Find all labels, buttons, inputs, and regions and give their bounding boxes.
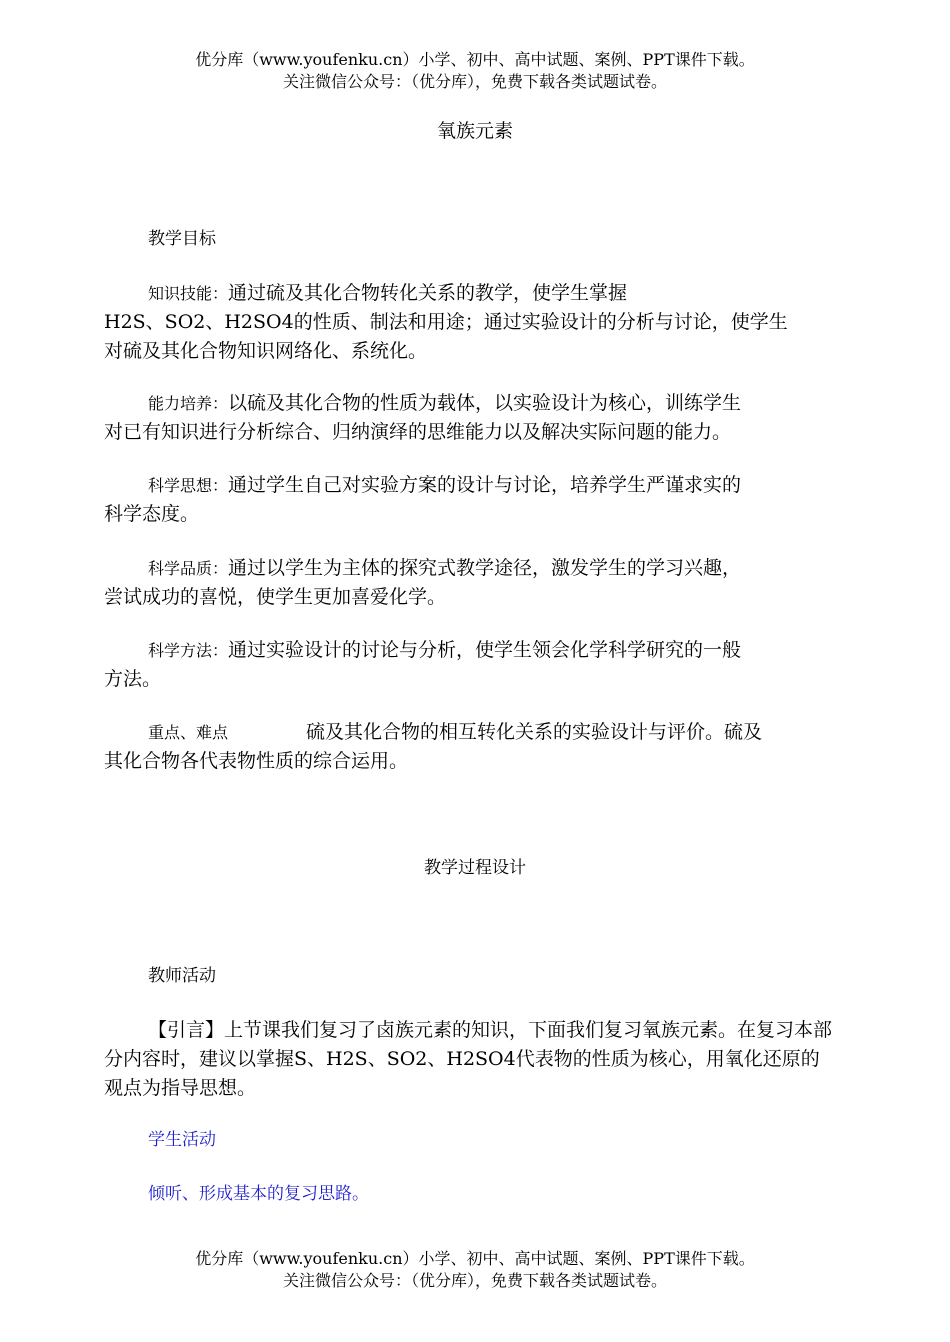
- objective-method-line-1: [104, 636, 846, 665]
- objective-ability: [104, 389, 846, 447]
- objective-keypoints-text-1: 硫及其化合物的相互转化关系的实验设计与评价。硫及: [306, 721, 763, 743]
- document-title: 氧族元素: [436, 120, 513, 142]
- footer-line-1: 优分库（www.youfenku.cn）小学、初中、高中试题、案例、PPT课件下载。: [195, 1249, 755, 1268]
- objective-thought-text-1: 通过学生自己对实验方案的设计与讨论，培养学生严谨求实的: [228, 474, 742, 496]
- objective-knowledge-text-1: 通过硫及其化合物转化关系的教学，使学生掌握: [228, 282, 628, 304]
- objective-keypoints: [104, 718, 846, 776]
- objective-knowledge: [104, 279, 846, 366]
- objective-knowledge-label: 知识技能：: [148, 284, 229, 303]
- student-activity-text: 倾听、形成基本的复习思路。: [148, 1184, 369, 1204]
- objective-keypoints-label: 重点、难点: [148, 723, 229, 742]
- objective-thought: [104, 471, 846, 529]
- intro-line-1: [104, 1016, 846, 1045]
- objective-thought-line-1: [104, 471, 846, 500]
- intro-line-3: 观点为指导思想。: [104, 1077, 257, 1099]
- objective-keypoints-line-1: [104, 718, 846, 747]
- objective-thought-line-2: 科学态度。: [104, 503, 200, 525]
- teacher-activity-heading: 教师活动: [148, 966, 216, 986]
- objective-quality-line-1: [104, 554, 846, 583]
- objective-method-line-2: 方法。: [104, 668, 162, 690]
- intro-text-1: 上节课我们复习了卤族元素的知识，下面我们复习氧族元素。在复习本部: [224, 1019, 833, 1041]
- objective-knowledge-line-1: [104, 279, 846, 308]
- objective-quality-text-1: 通过以学生为主体的探究式教学途径，激发学生的学习兴趣，: [228, 557, 742, 579]
- objectives-heading: 教学目标: [148, 229, 216, 249]
- objective-keypoints-line-2: 其化合物各代表物性质的综合运用。: [104, 750, 409, 772]
- process-heading: 教学过程设计: [424, 858, 526, 878]
- objective-quality-label: 科学品质：: [148, 559, 229, 578]
- footer-line-2: 关注微信公众号：（优分库），免费下载各类试题试卷。: [282, 1271, 667, 1290]
- header-line-2: 关注微信公众号：（优分库），免费下载各类试题试卷。: [282, 72, 667, 91]
- objective-knowledge-line-2: H2S、SO2、H2SO4的性质、制法和用途；通过实验设计的分析与讨论，使学生: [104, 311, 788, 333]
- objective-knowledge-line-3: 对硫及其化合物知识网络化、系统化。: [104, 340, 428, 362]
- objective-method-text-1: 通过实验设计的讨论与分析，使学生领会化学科学研究的一般: [228, 639, 742, 661]
- objective-quality: [104, 554, 846, 612]
- objective-thought-label: 科学思想：: [148, 476, 229, 495]
- student-activity-heading: 学生活动: [148, 1130, 216, 1150]
- intro-label: 【引言】: [148, 1019, 225, 1041]
- objective-quality-line-2: 尝试成功的喜悦，使学生更加喜爱化学。: [104, 586, 447, 608]
- objective-ability-line-1: [104, 389, 846, 418]
- objective-method: [104, 636, 846, 694]
- objective-ability-text-1: 以硫及其化合物的性质为载体，以实验设计为核心，训练学生: [228, 392, 742, 414]
- header-line-1: 优分库（www.youfenku.cn）小学、初中、高中试题、案例、PPT课件下载。: [195, 50, 755, 69]
- objective-ability-line-2: 对已有知识进行分析综合、归纳演绎的思维能力以及解决实际问题的能力。: [104, 421, 732, 443]
- objective-ability-label: 能力培养：: [148, 394, 229, 413]
- objective-method-label: 科学方法：: [148, 641, 229, 660]
- intro-line-2: 分内容时，建议以掌握S、H2S、SO2、H2SO4代表物的性质为核心，用氧化还原的: [104, 1048, 820, 1070]
- intro-paragraph: [104, 1016, 846, 1103]
